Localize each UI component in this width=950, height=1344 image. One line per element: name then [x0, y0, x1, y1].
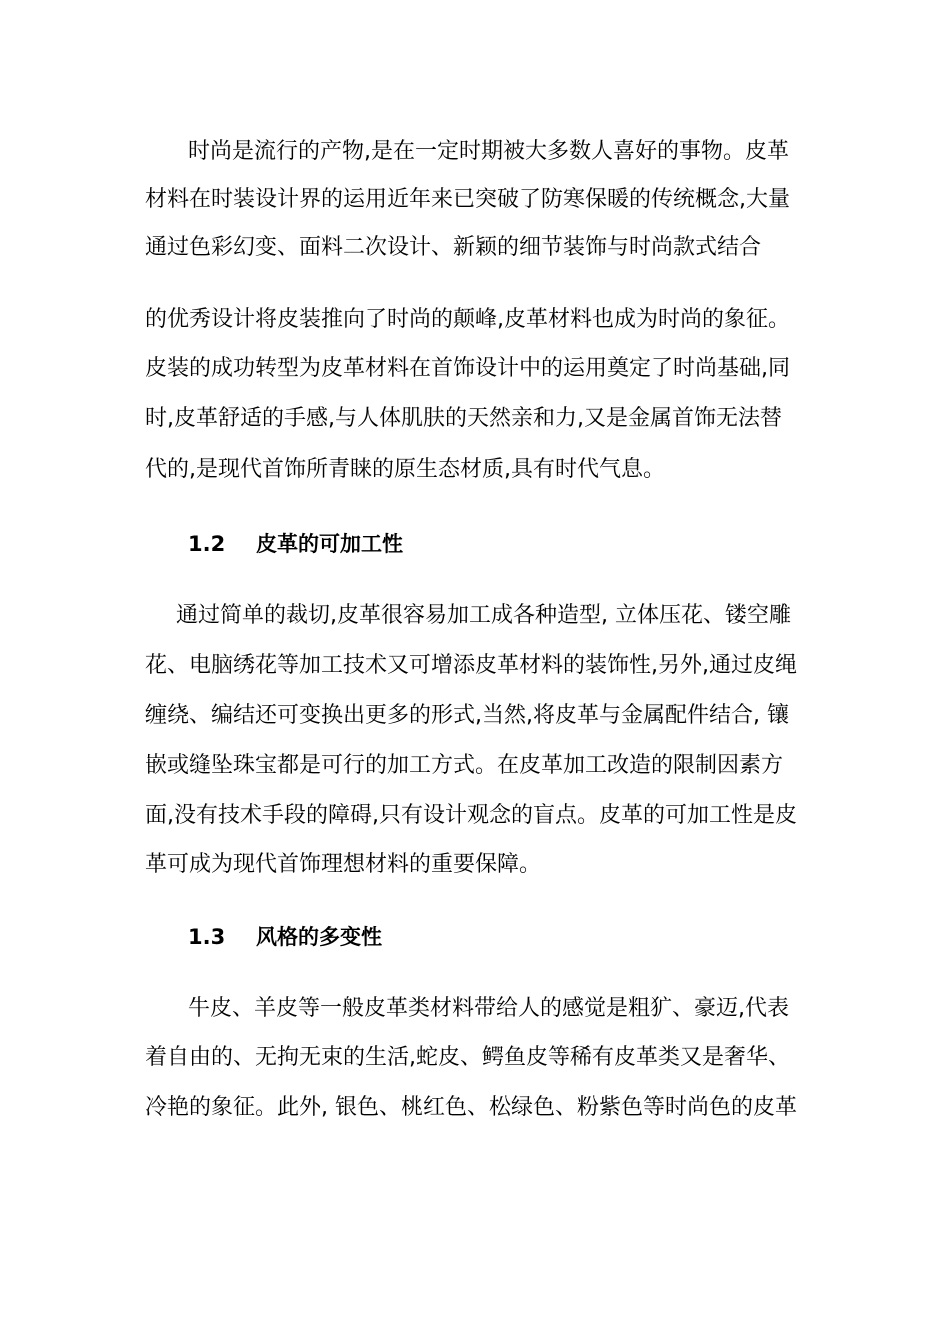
- section-heading-1-2: [188, 529, 403, 559]
- paragraph-1-line-2: 材料在时装设计界的运用近年来已突破了防寒保暖的传统概念,大量: [145, 187, 790, 212]
- paragraph-3-line-3: 冷艳的象征。此外, 银色、桃红色、松绿色、粉紫色等时尚色的皮革: [145, 1095, 797, 1120]
- section-heading-1-3: [188, 922, 382, 952]
- paragraph-1-line-4: 的优秀设计将皮装推向了时尚的颠峰,皮革材料也成为时尚的象征。: [145, 307, 790, 332]
- section-title: 风格的多变性: [256, 925, 382, 949]
- paragraph-2-line-4: 嵌或缝坠珠宝都是可行的加工方式。在皮革加工改造的限制因素方: [145, 753, 784, 778]
- paragraph-1-line-3: 通过色彩幻变、面料二次设计、新颖的细节装饰与时尚款式结合: [145, 235, 762, 260]
- paragraph-2-line-1: 通过简单的裁切,皮革很容易加工成各种造型, 立体压花、镂空雕: [176, 603, 791, 628]
- paragraph-1-line-6: 时,皮革舒适的手感,与人体肌肤的天然亲和力,又是金属首饰无法替: [145, 406, 782, 431]
- paragraph-2-line-5: 面,没有技术手段的障碍,只有设计观念的盲点。皮革的可加工性是皮: [145, 803, 797, 828]
- paragraph-3-line-1: 牛皮、羊皮等一般皮革类材料带给人的感觉是粗犷、豪迈,代表: [188, 996, 789, 1021]
- section-number: 1.3: [188, 925, 226, 949]
- section-title: 皮革的可加工性: [256, 532, 403, 556]
- paragraph-1-line-5: 皮装的成功转型为皮革材料在首饰设计中的运用奠定了时尚基础,同: [145, 356, 790, 381]
- paragraph-2-line-2: 花、电脑绣花等加工技术又可增添皮革材料的装饰性,另外,通过皮绳: [145, 653, 797, 678]
- paragraph-3-line-2: 着自由的、无拘无束的生活,蛇皮、鳄鱼皮等稀有皮革类又是奢华、: [145, 1045, 790, 1070]
- paragraph-2-line-3: 缠绕、编结还可变换出更多的形式,当然,将皮革与金属配件结合, 镶: [145, 703, 789, 728]
- paragraph-2-line-6: 革可成为现代首饰理想材料的重要保障。: [145, 852, 542, 877]
- paragraph-1-line-1: 时尚是流行的产物,是在一定时期被大多数人喜好的事物。皮革: [188, 139, 789, 164]
- paragraph-1-line-7: 代的,是现代首饰所青睐的原生态材质,具有时代气息。: [145, 457, 665, 482]
- section-number: 1.2: [188, 532, 226, 556]
